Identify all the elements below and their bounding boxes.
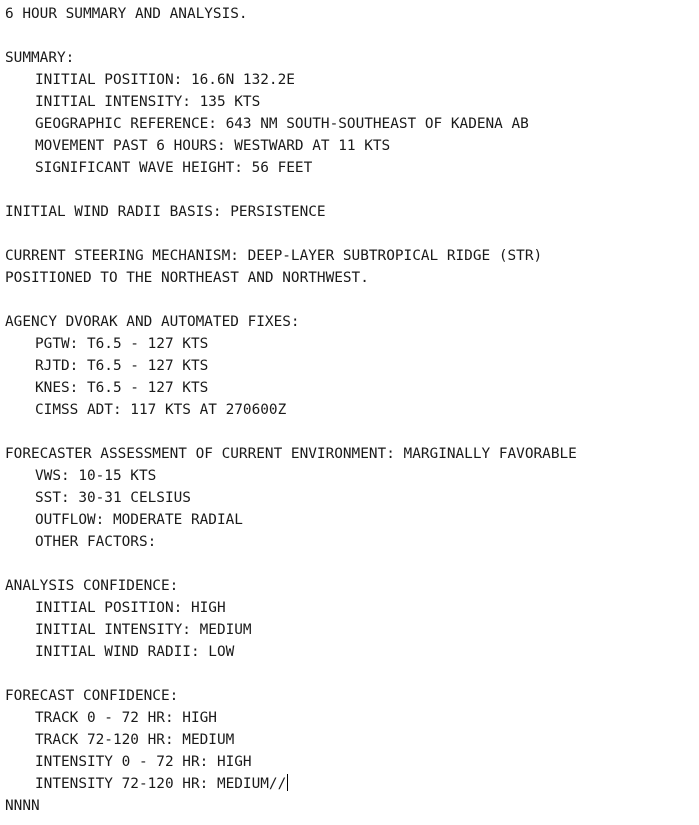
steering-line-2: POSITIONED TO THE NORTHEAST AND NORTHWEST. xyxy=(5,270,369,286)
analysis-confidence-item: INITIAL POSITION: HIGH xyxy=(35,600,226,616)
blank-line xyxy=(5,223,577,245)
analysis-confidence-item: INITIAL INTENSITY: MEDIUM xyxy=(35,622,252,638)
forecast-confidence-item: INTENSITY 0 - 72 HR: HIGH xyxy=(35,754,252,770)
blank-line xyxy=(5,553,577,575)
movement: MOVEMENT PAST 6 HOURS: WESTWARD AT 11 KTS xyxy=(35,138,391,154)
environment-item: OTHER FACTORS: xyxy=(35,534,157,550)
steering-line-1: CURRENT STEERING MECHANISM: DEEP-LAYER SUBTROPICAL RIDGE (STR) xyxy=(5,248,543,264)
blank-line xyxy=(5,179,577,201)
analysis-confidence-heading: ANALYSIS CONFIDENCE: xyxy=(5,578,179,594)
analysis-confidence-item: INITIAL WIND RADII: LOW xyxy=(35,644,235,660)
wind-radii-basis: INITIAL WIND RADII BASIS: PERSISTENCE xyxy=(5,204,326,220)
initial-position: INITIAL POSITION: 16.6N 132.2E xyxy=(35,72,295,88)
summary-heading: SUMMARY: xyxy=(5,50,75,66)
blank-line xyxy=(5,25,577,47)
initial-intensity: INITIAL INTENSITY: 135 KTS xyxy=(35,94,261,110)
bulletin-document xyxy=(5,3,577,817)
forecast-confidence-item: TRACK 0 - 72 HR: HIGH xyxy=(35,710,217,726)
end-marker: NNNN xyxy=(5,798,40,814)
wave-height: SIGNIFICANT WAVE HEIGHT: 56 FEET xyxy=(35,160,313,176)
environment-item: VWS: 10-15 KTS xyxy=(35,468,157,484)
blank-line xyxy=(5,663,577,685)
geographic-reference: GEOGRAPHIC REFERENCE: 643 NM SOUTH-SOUTHEAST OF KADENA AB xyxy=(35,116,529,132)
blank-line xyxy=(5,421,577,443)
fix-item: KNES: T6.5 - 127 KTS xyxy=(35,380,209,396)
forecast-confidence-item: INTENSITY 72-120 HR: MEDIUM// xyxy=(35,776,287,792)
environment-item: SST: 30-31 CELSIUS xyxy=(35,490,191,506)
environment-item: OUTFLOW: MODERATE RADIAL xyxy=(35,512,243,528)
bulletin-title: 6 HOUR SUMMARY AND ANALYSIS. xyxy=(5,6,248,22)
text-cursor xyxy=(287,774,288,791)
fix-item: PGTW: T6.5 - 127 KTS xyxy=(35,336,209,352)
fix-item: RJTD: T6.5 - 127 KTS xyxy=(35,358,209,374)
forecast-confidence-heading: FORECAST CONFIDENCE: xyxy=(5,688,179,704)
fixes-heading: AGENCY DVORAK AND AUTOMATED FIXES: xyxy=(5,314,300,330)
forecast-confidence-last-line[interactable] xyxy=(5,773,577,795)
environment-heading: FORECASTER ASSESSMENT OF CURRENT ENVIRONMENT: MARGINALLY FAVORABLE xyxy=(5,446,577,462)
forecast-confidence-item: TRACK 72-120 HR: MEDIUM xyxy=(35,732,235,748)
blank-line xyxy=(5,289,577,311)
fix-item: CIMSS ADT: 117 KTS AT 270600Z xyxy=(35,402,287,418)
